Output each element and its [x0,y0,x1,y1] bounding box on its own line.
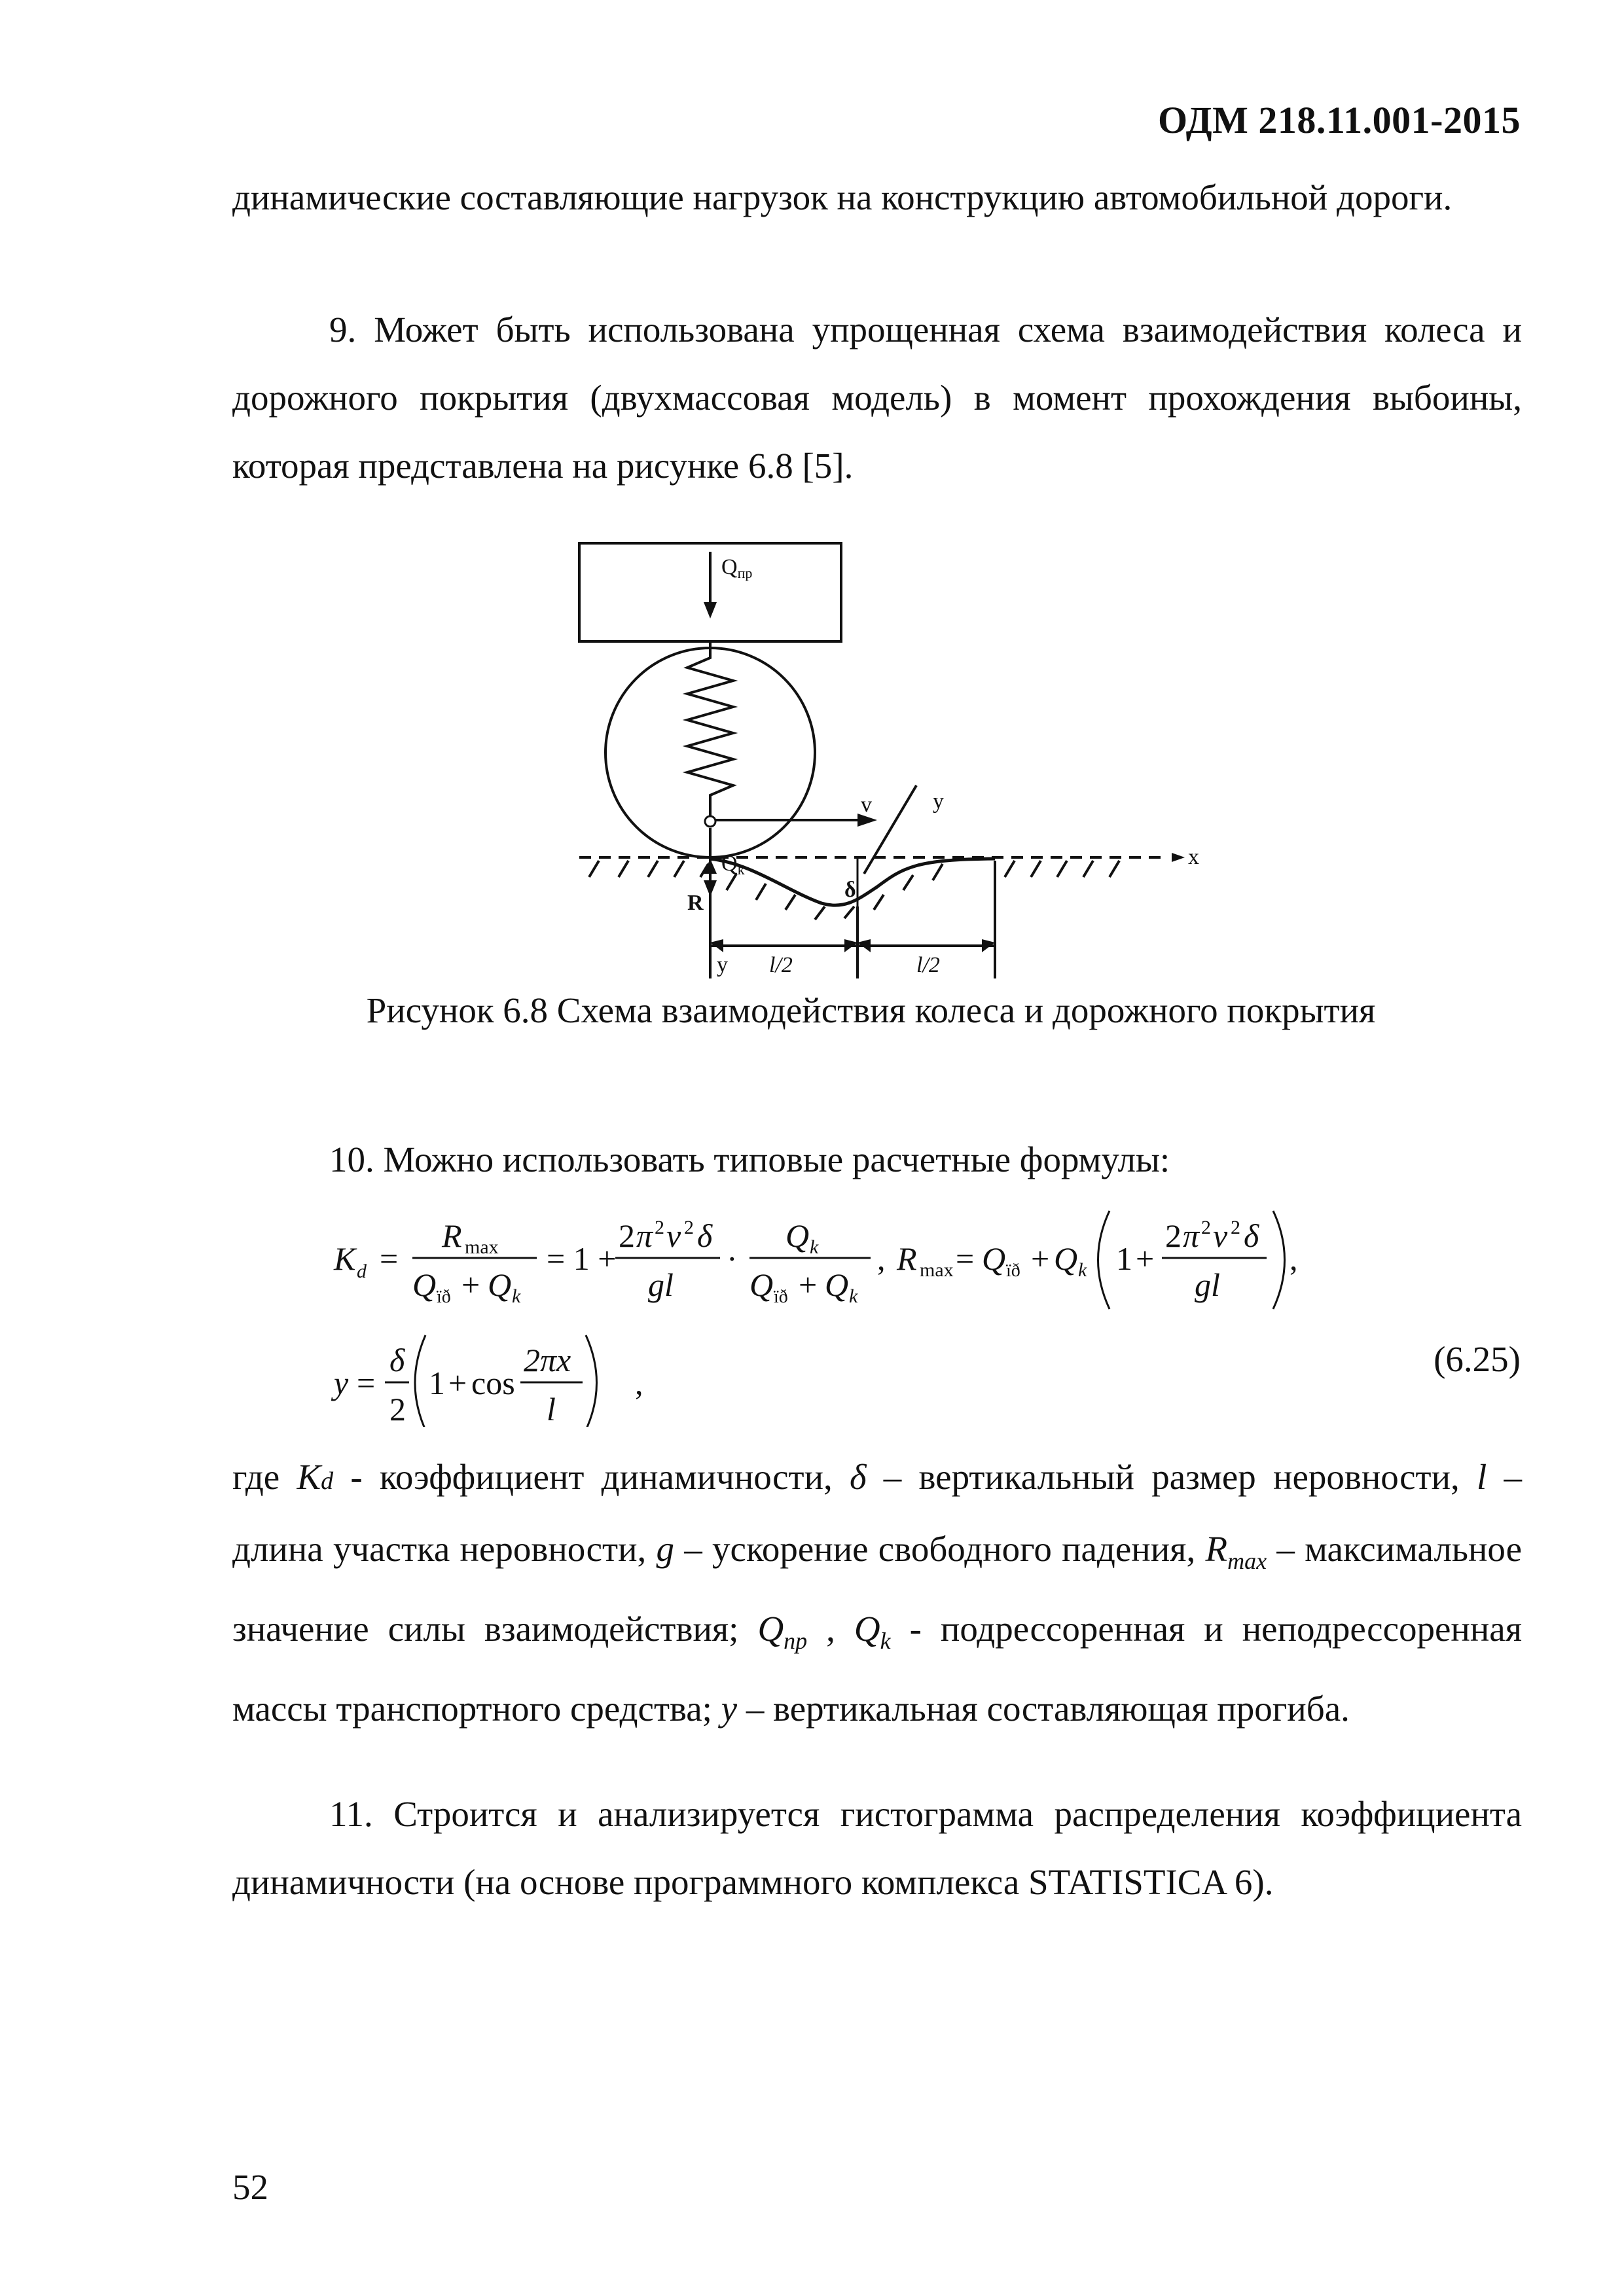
formula-rmax: R [442,1217,462,1254]
formula-two-2: 2 [1165,1217,1182,1254]
formula-eq-1: = [380,1240,399,1277]
formula-one-plus: = 1 + [547,1240,617,1277]
formula-plus-5: + [448,1365,467,1401]
paragraph-11: 11. Строится и анализируется гистограмма распределения коэффициента динамичности (на основе программного комплекса STATISTICA 6). [232,1794,1522,1902]
formula-rmax-2: R [897,1240,917,1277]
equation-number: (6.25) [1434,1339,1521,1379]
formula-qpr-2: Q [749,1266,774,1303]
formula-qpr-2-sub: ïð [774,1287,788,1307]
formula-comma-3: , [635,1365,643,1401]
formula-eq-3: = [357,1365,376,1401]
formula-qk-3-sub: k [849,1285,858,1307]
formula-kd: K [334,1240,356,1277]
label-y-bottom: y [717,953,728,977]
formula-rmax-sub: max [465,1236,499,1258]
formula-qk-4-sub: k [1078,1259,1087,1281]
document-code: ОДМ 218.11.001-2015 [1158,99,1521,141]
formula-qpr-sub: ïð [437,1287,451,1307]
formula-one-3: 1 [429,1365,445,1401]
formula-qk-3: Q [825,1266,849,1303]
formula-qpr: Q [412,1266,437,1303]
label-q-pr: Qпр [721,555,753,581]
paragraph-9: 9. Может быть использована упрощенная схема взаимодействия колеса и дорожного покрытия (двухмассовая модель) в момент прохождения выбоины, которая представлена на рисунке 6.8 [5]. [232,310,1522,486]
label-velocity: v [861,793,872,817]
paragraph-intro: динамические составляющие нагрузок на конструкцию автомобильной дороги. [232,177,1453,217]
label-q-k: Qk [721,852,745,878]
formula-plus-4: + [1136,1240,1155,1277]
formula-plus-1: + [461,1266,480,1303]
formula-comma-2: , [1290,1240,1298,1277]
paragraph-definitions: где Kd - коэффициент динамичности, δ – вертикальный размер неровности, l – длина участка неровности, g – ускорение свободного падения, $R_{max}$ – максимальное значение силы взаимодействия; $Q_{пр}$ , $Q_k$ - подрессоренная и неподрессоренная массы транспортного средства; y – вертикальная составляющая прогиба. [232,1457,1523,1729]
label-x-axis: x [1188,845,1199,869]
formula-delta: δ [697,1217,713,1254]
formula-kd-sub: d [357,1261,367,1282]
label-l-half-left: l/2 [769,953,793,977]
label-delta: δ [844,878,856,902]
formula-qk-4: Q [1054,1240,1078,1277]
formula-qpr-3-sub: ïð [1006,1261,1020,1281]
formula-l: l [547,1391,556,1427]
formula-sq-4: 2 [1231,1217,1240,1238]
figure-wheel-road-scheme [569,533,1218,992]
formula-qk-sub: k [512,1285,521,1307]
page-number: 52 [232,2167,268,2207]
paragraph-10: 10. Можно использовать типовые расчетные формулы: [329,1139,1170,1179]
formula-gl-2: gl [1195,1266,1220,1303]
formula-qpr-3: Q [982,1240,1006,1277]
formula-qk-2: Q [785,1217,810,1254]
spring [687,641,733,821]
formula-qk-2-sub: k [810,1236,819,1258]
formula-gl: gl [648,1266,674,1303]
formula-two-3: 2 [389,1391,406,1427]
label-r: R [687,891,704,915]
formula-cos: cos [471,1365,515,1401]
figure-caption: Рисунок 6.8 Схема взаимодействия колеса и дорожного покрытия [366,990,1376,1030]
formula-two: 2 [619,1217,635,1254]
formula-block [327,1198,1309,1427]
formula-pi-2: π [1183,1217,1200,1254]
formula-delta-3: δ [389,1342,405,1378]
formula-sq-2: 2 [684,1217,694,1238]
formula-pi: π [636,1217,653,1254]
formula-sq-1: 2 [655,1217,664,1238]
formula-comma-1: , [877,1240,886,1277]
formula-qk: Q [488,1266,512,1303]
formula-rmax-2-sub: max [920,1259,954,1281]
formula-eq-2: = [956,1240,975,1277]
formula-one-2: 1 [1116,1240,1132,1277]
label-y-axis: y [933,789,944,814]
formula-nu-2: ν [1213,1217,1228,1254]
formula-y: y [334,1365,349,1401]
formula-plus-3: + [1031,1240,1050,1277]
formula-2pix: 2πx [524,1342,571,1378]
formula-nu: ν [666,1217,681,1254]
label-l-half-right: l/2 [916,953,940,977]
formula-dot: · [727,1240,738,1277]
formula-sq-3: 2 [1201,1217,1211,1238]
formula-delta-2: δ [1244,1217,1259,1254]
formula-plus-2: + [799,1266,818,1303]
